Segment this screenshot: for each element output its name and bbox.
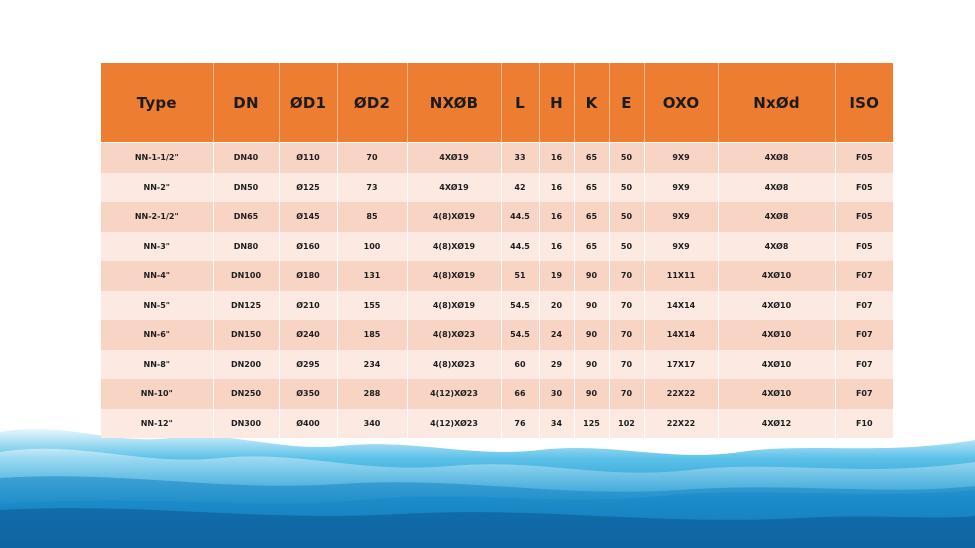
table-row (101, 232, 893, 262)
table-cell: DN250 (213, 379, 279, 409)
table-cell: 70 (337, 143, 407, 173)
table-cell: 4XØ8 (718, 202, 835, 232)
table-cell: 50 (609, 232, 644, 262)
table-cell: 4(12)XØ23 (407, 409, 501, 439)
table-cell: 54.5 (501, 320, 539, 350)
table-cell: 50 (609, 202, 644, 232)
table-cell: 102 (609, 409, 644, 439)
table-cell: 44.5 (501, 202, 539, 232)
table-cell: 4XØ10 (718, 291, 835, 321)
table-cell: 70 (609, 320, 644, 350)
table-row (101, 350, 893, 380)
table-cell: NN-1-1/2" (101, 143, 213, 173)
table-cell: 14X14 (644, 291, 718, 321)
table-cell: F07 (835, 320, 893, 350)
table-cell: NN-10" (101, 379, 213, 409)
table-cell: 125 (574, 409, 609, 439)
table-cell: F05 (835, 232, 893, 262)
table-cell: Ø350 (279, 379, 337, 409)
table-cell: F05 (835, 202, 893, 232)
table-cell: 90 (574, 379, 609, 409)
table-cell: F07 (835, 261, 893, 291)
table-row (101, 320, 893, 350)
table-cell: Ø210 (279, 291, 337, 321)
table-cell: 60 (501, 350, 539, 380)
column-header: NXØB (407, 63, 501, 143)
table-cell: 14X14 (644, 320, 718, 350)
table-cell: 51 (501, 261, 539, 291)
table-cell: 4(8)XØ19 (407, 261, 501, 291)
table-cell: 4XØ10 (718, 350, 835, 380)
table-cell: DN100 (213, 261, 279, 291)
table-cell: 70 (609, 261, 644, 291)
table-cell: 22X22 (644, 379, 718, 409)
table-cell: NN-12" (101, 409, 213, 439)
table-cell: Ø110 (279, 143, 337, 173)
table-cell: NN-6" (101, 320, 213, 350)
table-cell: 155 (337, 291, 407, 321)
table-cell: NN-8" (101, 350, 213, 380)
table-cell: F07 (835, 350, 893, 380)
table-cell: 90 (574, 261, 609, 291)
column-header: NxØd (718, 63, 835, 143)
table-cell: 70 (609, 379, 644, 409)
table-cell: 100 (337, 232, 407, 262)
table-body (101, 143, 893, 439)
column-header: ISO (835, 63, 893, 143)
table-cell: 34 (539, 409, 574, 439)
column-header: Type (101, 63, 213, 143)
table-cell: F05 (835, 143, 893, 173)
table-row (101, 291, 893, 321)
table-cell: 4XØ10 (718, 320, 835, 350)
table-cell: 234 (337, 350, 407, 380)
table-cell: 9X9 (644, 143, 718, 173)
table-cell: 17X17 (644, 350, 718, 380)
table-cell: Ø180 (279, 261, 337, 291)
table-cell: NN-5" (101, 291, 213, 321)
table-cell: DN65 (213, 202, 279, 232)
table-cell: 20 (539, 291, 574, 321)
table-cell: 16 (539, 202, 574, 232)
table-row (101, 143, 893, 173)
table-cell: 29 (539, 350, 574, 380)
table-cell: Ø125 (279, 173, 337, 203)
table-cell: DN80 (213, 232, 279, 262)
table-cell: NN-3" (101, 232, 213, 262)
table-cell: 4XØ8 (718, 232, 835, 262)
table-cell: Ø295 (279, 350, 337, 380)
table-cell: 65 (574, 173, 609, 203)
table-cell: 50 (609, 143, 644, 173)
specification-table (101, 63, 893, 438)
table-cell: Ø160 (279, 232, 337, 262)
table-cell: 4XØ10 (718, 379, 835, 409)
table-cell: F05 (835, 173, 893, 203)
table-cell: F07 (835, 379, 893, 409)
table-cell: 185 (337, 320, 407, 350)
table-cell: 54.5 (501, 291, 539, 321)
table-cell: 30 (539, 379, 574, 409)
table-cell: 70 (609, 350, 644, 380)
table-cell: DN300 (213, 409, 279, 439)
table-cell: 90 (574, 350, 609, 380)
table-cell: NN-4" (101, 261, 213, 291)
table-cell: Ø400 (279, 409, 337, 439)
table-cell: 288 (337, 379, 407, 409)
table-row (101, 379, 893, 409)
table-cell: 65 (574, 202, 609, 232)
table-cell: 16 (539, 232, 574, 262)
table-cell: DN200 (213, 350, 279, 380)
table-cell: 24 (539, 320, 574, 350)
table-cell: 4XØ19 (407, 143, 501, 173)
table-cell: DN40 (213, 143, 279, 173)
table-cell: 76 (501, 409, 539, 439)
table-cell: 4XØ8 (718, 173, 835, 203)
table-cell: NN-2-1/2" (101, 202, 213, 232)
table-cell: 65 (574, 232, 609, 262)
table-header-row (101, 63, 893, 143)
column-header: ØD1 (279, 63, 337, 143)
table-cell: 16 (539, 173, 574, 203)
column-header: H (539, 63, 574, 143)
table-cell: 90 (574, 291, 609, 321)
table-cell: 11X11 (644, 261, 718, 291)
table-cell: 50 (609, 173, 644, 203)
table-row (101, 409, 893, 439)
table-cell: 4XØ19 (407, 173, 501, 203)
table-cell: Ø240 (279, 320, 337, 350)
column-header: DN (213, 63, 279, 143)
table-cell: 66 (501, 379, 539, 409)
table-cell: 4(8)XØ23 (407, 320, 501, 350)
table-cell: 340 (337, 409, 407, 439)
table-cell: 4XØ8 (718, 143, 835, 173)
table-cell: 33 (501, 143, 539, 173)
table-row (101, 202, 893, 232)
table-cell: 22X22 (644, 409, 718, 439)
column-header: K (574, 63, 609, 143)
table-cell: DN50 (213, 173, 279, 203)
table-cell: 85 (337, 202, 407, 232)
table-cell: 16 (539, 143, 574, 173)
table-cell: 4XØ12 (718, 409, 835, 439)
table-cell: 73 (337, 173, 407, 203)
table-cell: 9X9 (644, 173, 718, 203)
table-cell: NN-2" (101, 173, 213, 203)
table-cell: 70 (609, 291, 644, 321)
table-cell: DN150 (213, 320, 279, 350)
table-cell: 90 (574, 320, 609, 350)
table-cell: 131 (337, 261, 407, 291)
table-cell: 4(12)XØ23 (407, 379, 501, 409)
table-row (101, 173, 893, 203)
table-cell: F10 (835, 409, 893, 439)
table-cell: 4(8)XØ19 (407, 232, 501, 262)
column-header: OXO (644, 63, 718, 143)
table-cell: 44.5 (501, 232, 539, 262)
table-cell: Ø145 (279, 202, 337, 232)
table-cell: 4XØ10 (718, 261, 835, 291)
table-cell: 4(8)XØ19 (407, 202, 501, 232)
table-cell: 19 (539, 261, 574, 291)
column-header: E (609, 63, 644, 143)
table-cell: 9X9 (644, 232, 718, 262)
table-cell: DN125 (213, 291, 279, 321)
table-row (101, 261, 893, 291)
table-cell: 65 (574, 143, 609, 173)
table-cell: 42 (501, 173, 539, 203)
table-cell: 9X9 (644, 202, 718, 232)
column-header: ØD2 (337, 63, 407, 143)
table-cell: F07 (835, 291, 893, 321)
column-header: L (501, 63, 539, 143)
table-cell: 4(8)XØ19 (407, 291, 501, 321)
table-cell: 4(8)XØ23 (407, 350, 501, 380)
